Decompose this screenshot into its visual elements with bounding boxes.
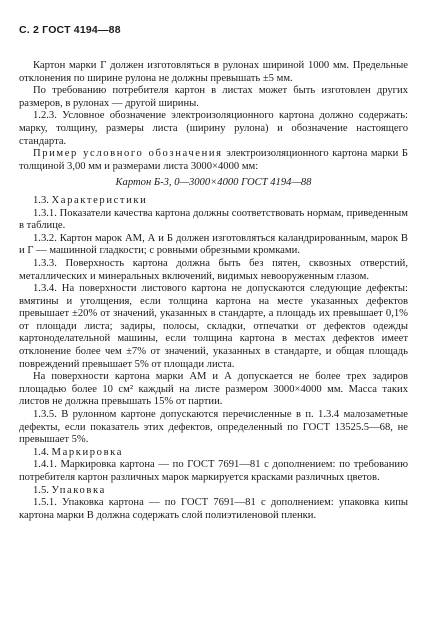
paragraph: На поверхности картона марки АМ и А допускается не более трех задиров площадью более 10 см² каждый на листе размером 3000×4000 мм. Масса таких листов не должна превышать 15% от партии. [19, 371, 408, 408]
page-header: С. 2 ГОСТ 4194—88 [19, 24, 121, 36]
paragraph: 1.3.2. Картон марок АМ, А и Б должен изготовляться каландрированным, марок В и Г — машинной гладкости; с ровными обрезными кромками. [19, 232, 408, 257]
paragraph: 1.3.3. Поверхность картона должна быть без пятен, сквозных отверстий, металлических и минеральных включений, видимых невооруженным глазом. [19, 257, 408, 282]
paragraph: 1.3.1. Показатели качества картона должны соответствовать нормам, приведенным в таблице. [19, 207, 408, 232]
paragraph: 1.4. Маркировка [33, 446, 124, 458]
paragraph: Пример условного обозначения электроизоляционного картона марки Б толщиной 3,00 мм и размерами листа 3000×4000 мм: [19, 148, 408, 172]
paragraph: 1.5. Упаковка [33, 484, 106, 496]
paragraph: По требованию потребителя картон в листах может быть изготовлен других размеров, в рулонах — другой ширины. [19, 85, 408, 109]
paragraph: 1.3. Характеристики [33, 194, 148, 206]
document-body [19, 60, 408, 522]
paragraph: 1.3.5. В рулонном картоне допускаются перечисленные в п. 1.3.4 малозаметные дефекты, если показатель этих дефектов, определенный по ГОСТ 13525.5—68, не превышает 5%. [19, 409, 408, 446]
paragraph: 1.4.1. Маркировка картона — по ГОСТ 7691—81 с дополнением: по требованию потребителя картон различных марок маркируется красками различных цветов. [19, 459, 408, 483]
designation-example: Картон Б-3, 0—3000×4000 ГОСТ 4194—88 [115, 177, 312, 189]
paragraph: 1.3.4. На поверхности листового картона не допускаются следующие дефекты: вмятины и утолщения, если толщина картона на месте указанных дефектов превышает ±20% от значений, указанных в стандарте, а площадь их превышает 0,1% от площади листа; задиры, полосы, складки, отпечатки от дефектов одежды картоноделательной машины, если толщина картона в местах дефектов имеет отклонение более чем ±7% от значений, указанных в стандарте, и общая площадь повреждений превышает 5% от площади листа. [19, 283, 408, 370]
paragraph: 1.5.1. Упаковка картона — по ГОСТ 7691—81 с дополнением: упаковка кипы картона марки В должна содержать слой полиэтиленовой пленки. [19, 497, 408, 521]
paragraph: Картон марки Г должен изготовляться в рулонах шириной 1000 мм. Предельные отклонения по ширине рулона не должны превышать ±5 мм. [19, 60, 408, 84]
paragraph: 1.2.3. Условное обозначение электроизоляционного картона должно содержать: марку, толщину, размеры листа (ширину рулона) и обозначение настоящего стандарта. [19, 110, 408, 147]
